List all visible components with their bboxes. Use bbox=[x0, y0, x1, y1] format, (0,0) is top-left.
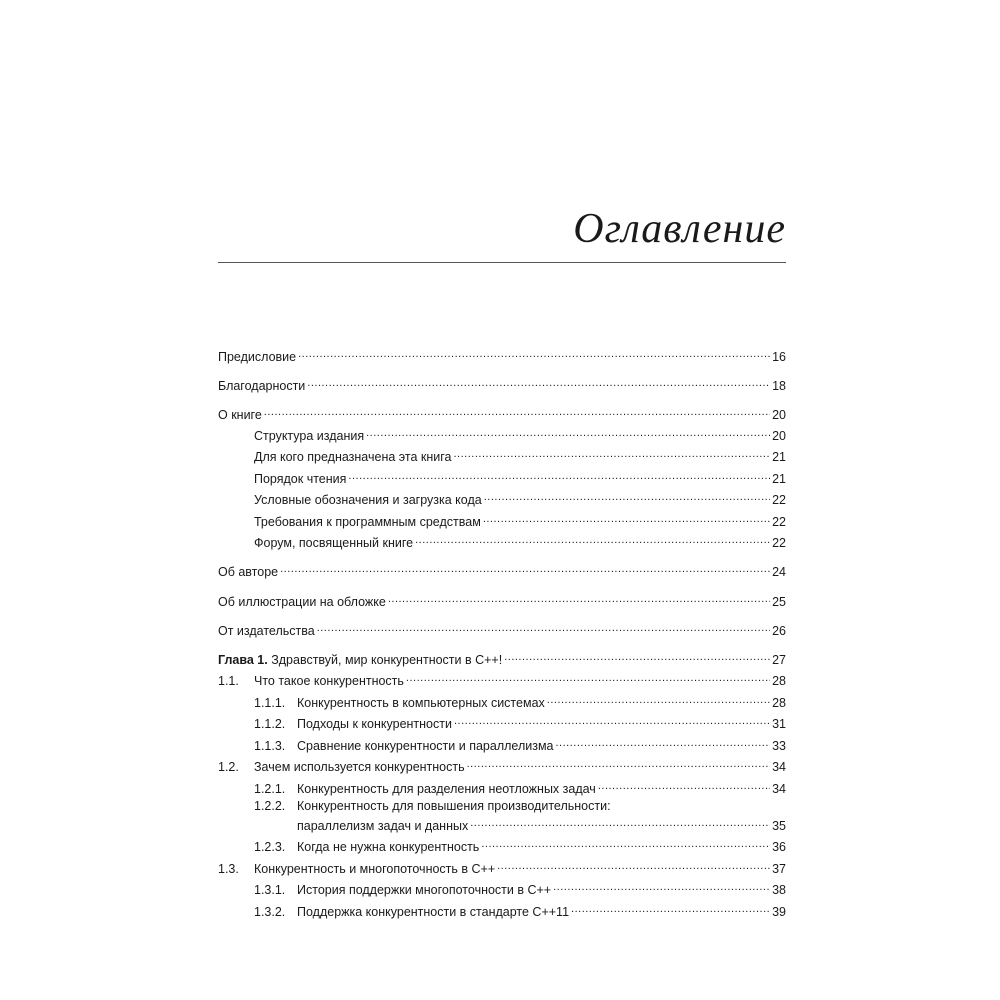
toc-entry-1-3[interactable] bbox=[218, 857, 786, 877]
section-number: 1.2.2. bbox=[254, 799, 286, 813]
dot-leader bbox=[264, 403, 770, 419]
toc-page-number: 28 bbox=[772, 674, 786, 688]
toc-entry-text: Когда не нужна конкурентность bbox=[297, 840, 480, 854]
toc-entry-text: Конкурентность и многопоточность в C++ bbox=[254, 862, 496, 876]
dot-leader bbox=[598, 777, 770, 793]
dot-leader bbox=[388, 590, 770, 606]
toc-entry-text: От издательства bbox=[218, 624, 315, 638]
toc-entry-text: Конкурентность для повышения производительности: bbox=[297, 799, 611, 813]
toc-page-number: 28 bbox=[772, 696, 786, 710]
section-number: 1.2.1. bbox=[254, 782, 286, 796]
toc-entry-conventions[interactable] bbox=[254, 488, 786, 508]
dot-leader bbox=[298, 345, 770, 361]
toc-entry-thanks[interactable] bbox=[218, 374, 786, 394]
dot-leader bbox=[307, 374, 770, 390]
section-number: 1.1.2. bbox=[254, 717, 286, 731]
toc-entry-audience[interactable] bbox=[254, 445, 786, 465]
dot-leader bbox=[484, 488, 770, 504]
toc-entry-about-author[interactable] bbox=[218, 560, 786, 580]
toc-entry-publisher[interactable] bbox=[218, 619, 786, 639]
toc-page-number: 33 bbox=[772, 739, 786, 753]
toc-entry-text: Сравнение конкурентности и параллелизма bbox=[297, 739, 554, 753]
section-number: 1.3.2. bbox=[254, 905, 286, 919]
section-number: 1.1. bbox=[218, 674, 239, 688]
toc-entry-1-1-1[interactable] bbox=[254, 691, 786, 711]
toc-page-number: 16 bbox=[772, 350, 786, 364]
toc-page-number: 27 bbox=[772, 653, 786, 667]
toc-entry-chapter-1[interactable] bbox=[218, 648, 786, 668]
toc-entry-structure[interactable] bbox=[254, 424, 786, 444]
toc-entry-1-2[interactable] bbox=[218, 755, 786, 775]
dot-leader bbox=[571, 900, 770, 916]
toc-page-number: 25 bbox=[772, 595, 786, 609]
dot-leader bbox=[467, 755, 770, 771]
dot-leader bbox=[348, 467, 770, 483]
section-number: 1.1.1. bbox=[254, 696, 286, 710]
toc-entry-text: Структура издания bbox=[254, 429, 365, 443]
toc-page-number: 31 bbox=[772, 717, 786, 731]
toc-entry-1-3-1[interactable] bbox=[254, 878, 786, 898]
toc-entry-text bbox=[218, 652, 502, 668]
dot-leader bbox=[454, 712, 770, 728]
toc-entry-1-2-2[interactable] bbox=[297, 814, 786, 834]
toc-entry-text: Условные обозначения и загрузка кода bbox=[254, 493, 482, 507]
toc-page-number: 37 bbox=[772, 862, 786, 876]
toc-entry-text: Форум, посвященный книге bbox=[254, 536, 414, 550]
toc-entry-text: Предисловие bbox=[218, 350, 297, 364]
dot-leader bbox=[317, 619, 770, 635]
dot-leader bbox=[454, 445, 771, 461]
dot-leader bbox=[504, 648, 770, 664]
toc-page-number: 22 bbox=[772, 515, 786, 529]
toc-entry-1-2-3[interactable] bbox=[254, 835, 786, 855]
section-number: 1.2. bbox=[218, 760, 239, 774]
toc-entry-text: Зачем используется конкурентность bbox=[254, 760, 465, 774]
section-number: 1.1.3. bbox=[254, 739, 286, 753]
dot-leader bbox=[553, 878, 770, 894]
toc-page-number: 26 bbox=[772, 624, 786, 638]
dot-leader bbox=[415, 531, 770, 547]
toc-entry-forum[interactable] bbox=[254, 531, 786, 551]
toc-entry-text: Порядок чтения bbox=[254, 472, 347, 486]
toc-page-number: 18 bbox=[772, 379, 786, 393]
toc-page-number: 21 bbox=[772, 472, 786, 486]
section-number: 1.3. bbox=[218, 862, 239, 876]
dot-leader bbox=[366, 424, 770, 440]
dot-leader bbox=[406, 669, 770, 685]
toc-entry-1-2-1[interactable] bbox=[254, 777, 786, 797]
toc-entry-1-1-3[interactable] bbox=[254, 734, 786, 754]
dot-leader bbox=[470, 814, 770, 830]
toc-entry-text: О книге bbox=[218, 408, 262, 422]
dot-leader bbox=[556, 734, 771, 750]
toc-entry-preface[interactable] bbox=[218, 345, 786, 365]
page-title: Оглавление bbox=[573, 206, 786, 252]
section-number: 1.2.3. bbox=[254, 840, 286, 854]
toc-page-number: 22 bbox=[772, 536, 786, 550]
toc-page-number: 21 bbox=[772, 450, 786, 464]
toc-entry-text: Поддержка конкурентности в стандарте C++11 bbox=[297, 905, 570, 919]
toc-entry-reading-order[interactable] bbox=[254, 467, 786, 487]
toc-entry-1-2-2-first-line[interactable] bbox=[254, 798, 611, 814]
toc-entry-text: Об иллюстрации на обложке bbox=[218, 595, 386, 609]
toc-entry-1-1-2[interactable] bbox=[254, 712, 786, 732]
toc-entry-text: Конкурентность для разделения неотложных задач bbox=[297, 782, 596, 796]
dot-leader bbox=[497, 857, 770, 873]
chapter-title: Здравствуй, мир конкурентности в C++! bbox=[267, 653, 503, 667]
toc-page-number: 36 bbox=[772, 840, 786, 854]
toc-page-number: 38 bbox=[772, 883, 786, 897]
toc-entry-cover[interactable] bbox=[218, 590, 786, 610]
toc-entry-text: Об авторе bbox=[218, 565, 279, 579]
toc-entry-text: Подходы к конкурентности bbox=[297, 717, 452, 731]
toc-page-number: 34 bbox=[772, 782, 786, 796]
toc-entry-1-1[interactable] bbox=[218, 669, 786, 689]
toc-page-number: 20 bbox=[772, 408, 786, 422]
dot-leader bbox=[481, 835, 770, 851]
toc-entry-text: Требования к программным средствам bbox=[254, 515, 481, 529]
title-rule bbox=[218, 262, 786, 263]
toc-page-number: 35 bbox=[772, 819, 786, 833]
toc-page-number: 20 bbox=[772, 429, 786, 443]
toc-entry-text: параллелизм задач и данных bbox=[297, 819, 469, 833]
toc-entry-text: Что такое конкурентность bbox=[254, 674, 404, 688]
toc-page-number: 24 bbox=[772, 565, 786, 579]
toc-page-number: 22 bbox=[772, 493, 786, 507]
toc-entry-text: История поддержки многопоточности в C++ bbox=[297, 883, 552, 897]
toc-entry-text: Для кого предназначена эта книга bbox=[254, 450, 452, 464]
toc-entry-requirements[interactable] bbox=[254, 510, 786, 530]
toc-entry-1-3-2[interactable] bbox=[254, 900, 786, 920]
toc-entry-text: Конкурентность в компьютерных системах bbox=[297, 696, 545, 710]
toc-page-number: 34 bbox=[772, 760, 786, 774]
toc-page-number: 39 bbox=[772, 905, 786, 919]
dot-leader bbox=[280, 560, 770, 576]
toc-entry-about-book[interactable] bbox=[218, 403, 786, 423]
chapter-label: Глава 1. bbox=[218, 653, 268, 667]
toc-entry-text: Благодарности bbox=[218, 379, 306, 393]
section-number: 1.3.1. bbox=[254, 883, 286, 897]
dot-leader bbox=[483, 510, 770, 526]
dot-leader bbox=[547, 691, 770, 707]
